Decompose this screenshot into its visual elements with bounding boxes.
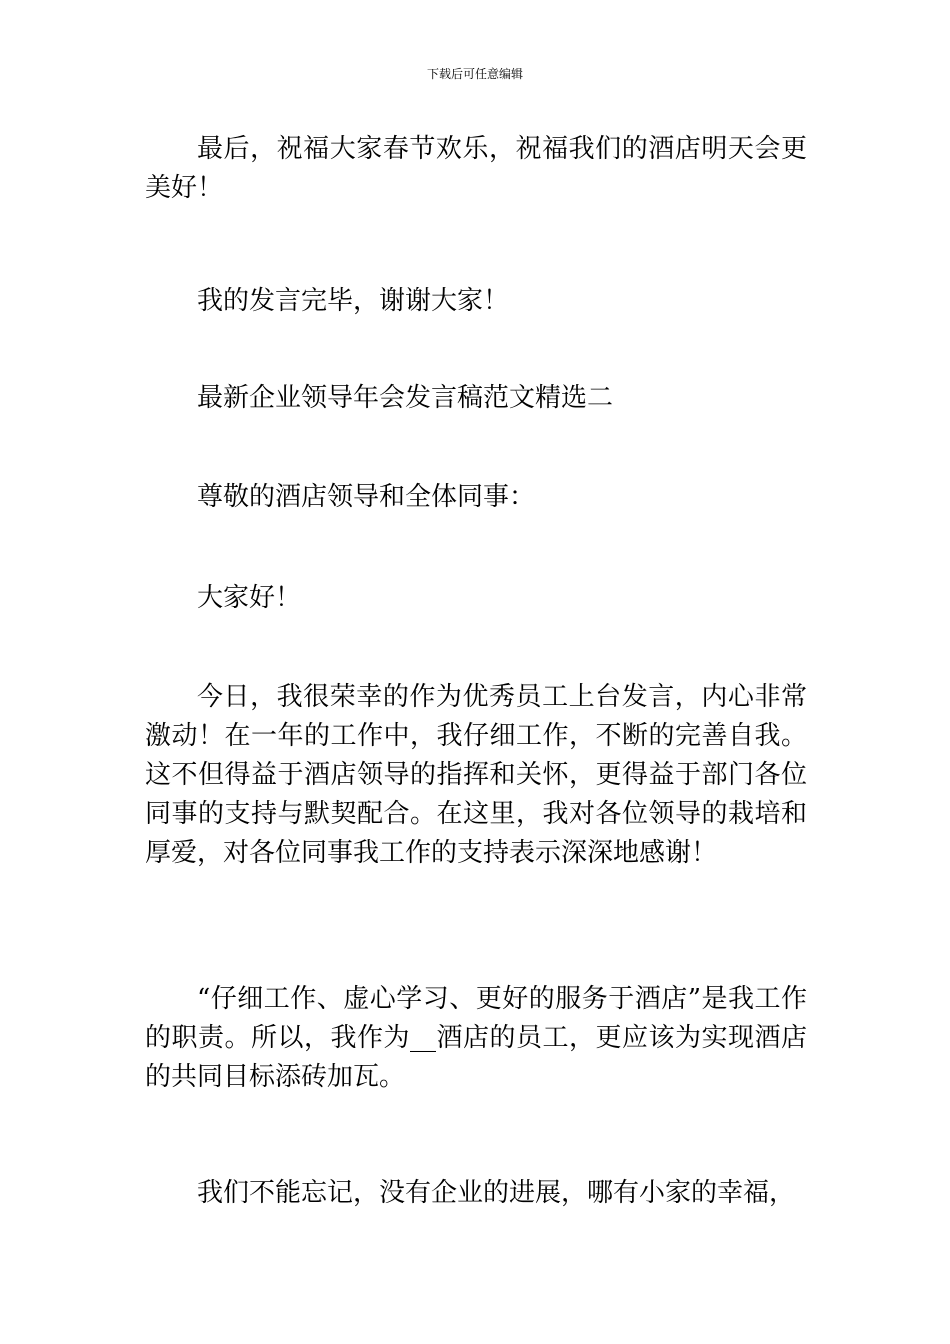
paragraph-speech-end: 我的发言完毕，谢谢大家！: [197, 286, 510, 316]
paragraph-greeting: 大家好！: [197, 583, 302, 613]
paragraph-closing-wish: 最后，祝福大家春节欢乐，祝福我们的酒店明天会更美好！: [145, 134, 807, 203]
page-header-note: 下载后可任意编辑: [426, 67, 523, 81]
section-title: 最新企业领导年会发言稿范文精选二: [197, 383, 614, 413]
paragraph-duty: “仔细工作、虚心学习、更好的服务于酒店”是我工作的职责。所以，我作为__酒店的员工，更应该为实现酒店的共同目标添砖加瓦。: [145, 984, 807, 1092]
paragraph-gratitude: 今日，我很荣幸的作为优秀员工上台发言，内心非常激动！在一年的工作中，我仔细工作，不断的完善自我。这不但得益于酒店领导的指挥和关怀，更得益于部门各位同事的支持与默契配合。在这里，我对各位领导的栽培和厚爱，对各位同事我工作的支持表示深深地感谢！: [145, 682, 807, 868]
paragraph-enterprise: 我们不能忘记，没有企业的进展，哪有小家的幸福，: [197, 1178, 796, 1208]
paragraph-salutation: 尊敬的酒店领导和全体同事：: [197, 482, 536, 512]
